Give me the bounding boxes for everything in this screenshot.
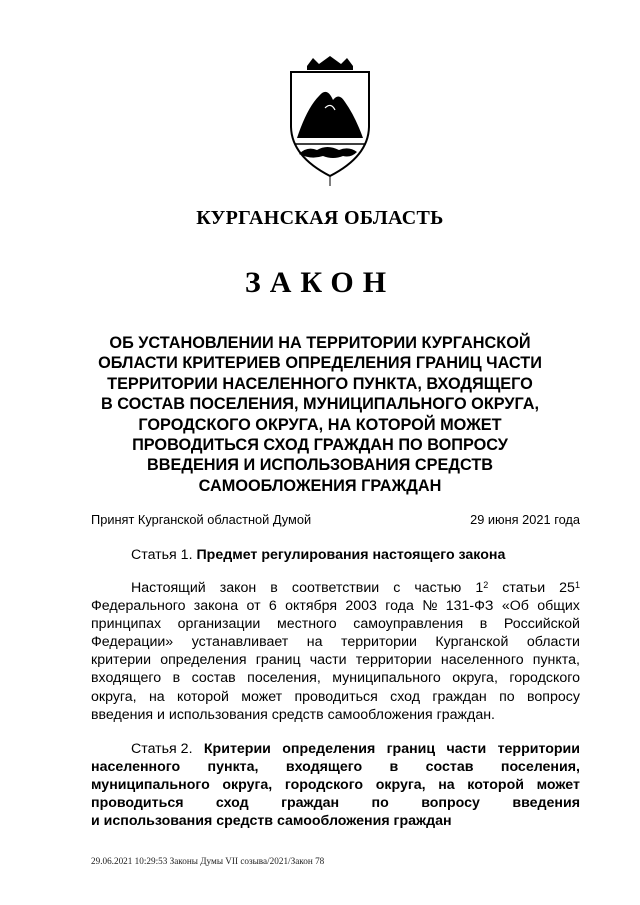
article-1-heading bbox=[131, 547, 505, 563]
law-title-line: ГОРОДСКОГО ОКРУГА, НА КОТОРОЙ МОЖЕТ bbox=[138, 415, 502, 434]
adopted-by: Принят Курганской областной Думой bbox=[91, 512, 312, 527]
text-line: принципах организации местного самоуправления в Российской bbox=[91, 616, 580, 633]
article-1-label: Статья 1. bbox=[131, 547, 193, 563]
article-2-heading bbox=[91, 740, 580, 830]
text-line: Настоящий закон в соответствии с частью $1^2$ статьи $25^1$ bbox=[131, 580, 580, 596]
text-line: округа, на которой может проводиться сход граждан по вопросу bbox=[91, 688, 580, 705]
text-line: критерии определения границ части территории населенного пункта, bbox=[91, 652, 580, 669]
text-line: Федерального закона от 6 октября 2003 года № 131-ФЗ «Об общих bbox=[91, 598, 580, 615]
region-name: КУРГАНСКАЯ ОБЛАСТЬ bbox=[196, 207, 444, 229]
law-title-line: ОБЛАСТИ КРИТЕРИЕВ ОПРЕДЕЛЕНИЯ ГРАНИЦ ЧАСТИ bbox=[98, 354, 542, 373]
article-1-title: Предмет регулирования настоящего закона bbox=[196, 547, 506, 563]
text-line: населенного пункта, входящего в состав поселения, bbox=[91, 759, 580, 776]
law-title-line: В СОСТАВ ПОСЕЛЕНИЯ, МУНИЦИПАЛЬНОГО ОКРУГА, bbox=[100, 395, 540, 414]
text-line: Статья 2. Критерии определения границ части территории bbox=[131, 741, 580, 757]
text-line: проводиться сход граждан по вопросу введения bbox=[91, 795, 580, 812]
document-footer-stamp: 29.06.2021 10:29:53 Законы Думы VII созыва/2021/Закон 78 bbox=[91, 856, 325, 866]
law-title-line: ВВЕДЕНИЯ И ИСПОЛЬЗОВАНИЯ СРЕДСТВ bbox=[146, 456, 494, 475]
text-line: и использования средств самообложения граждан bbox=[91, 813, 452, 830]
law-title-line: ПРОВОДИТЬСЯ СХОД ГРАЖДАН ПО ВОПРОСУ bbox=[132, 436, 508, 455]
article-1-body bbox=[91, 579, 580, 724]
law-title-line: ТЕРРИТОРИИ НАСЕЛЕННОГО ПУНКТА, ВХОДЯЩЕГО bbox=[107, 374, 533, 393]
kurgan-coat-of-arms-icon bbox=[285, 56, 375, 188]
text-line: входящего в состав поселения, муниципального округа, городского bbox=[91, 670, 580, 687]
text-line: муниципального округа, городского округа, на которой может bbox=[91, 777, 580, 794]
text-line: введения и использования средств самообложения граждан. bbox=[91, 706, 495, 723]
law-title-line: САМООБЛОЖЕНИЯ ГРАЖДАН bbox=[198, 476, 442, 495]
document-type: ЗАКОН bbox=[244, 266, 396, 299]
law-title-line: ОБ УСТАНОВЛЕНИИ НА ТЕРРИТОРИИ КУРГАНСКОЙ bbox=[109, 334, 531, 352]
text-line: Федерации» устанавливает на территории Курганской области bbox=[91, 634, 580, 651]
adoption-date: 29 июня 2021 года bbox=[470, 512, 580, 527]
law-title bbox=[90, 333, 550, 496]
